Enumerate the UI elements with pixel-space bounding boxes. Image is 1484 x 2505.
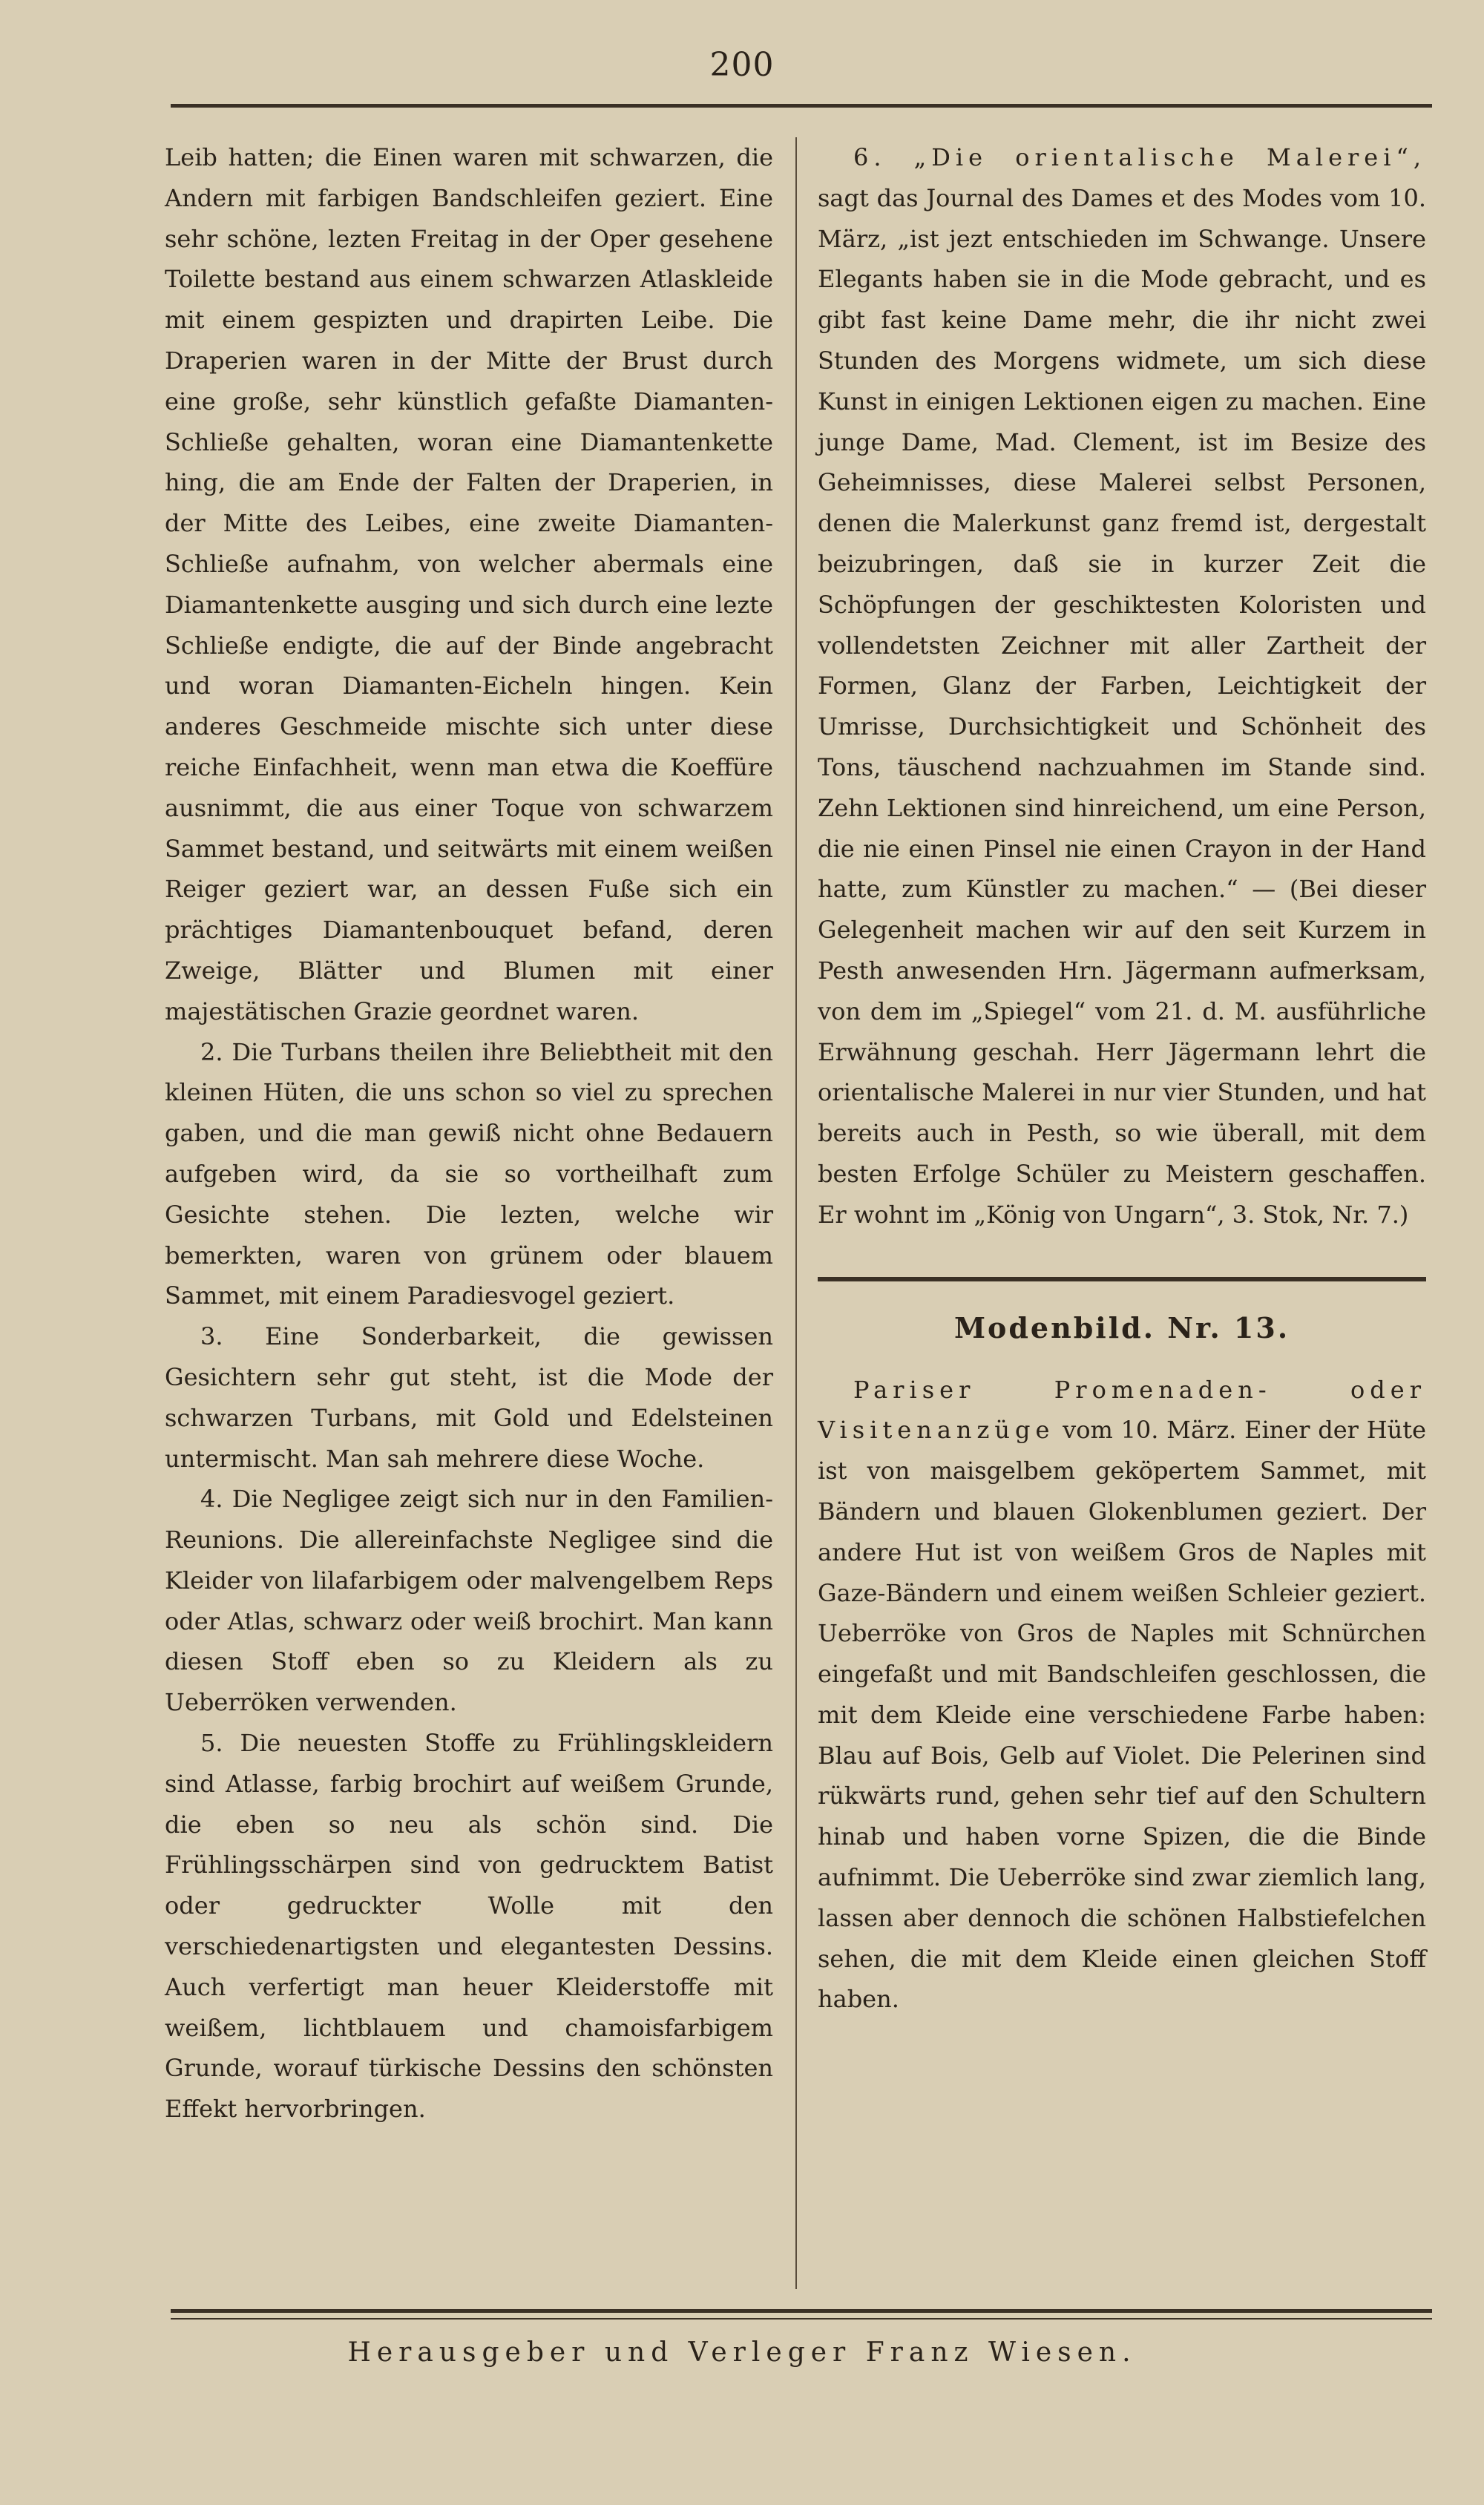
paragraph-item-5-spring-fabrics: 5. Die neuesten Stoffe zu Frühlingskleidern sind Atlasse, farbig brochirt auf weißem Grunde, die eben so neu als schön sind. Die Frühlingsschärpen sind von gedrucktem Batist oder gedruckter Wolle mit den verschiedenartigsten und elegantesten Dessins. Auch verfertigt man heuer Kleiderstoffe mit weißem, lichtblauem und chamoisfarbigem Grunde, worauf türkische Dessins den schönsten Effekt hervorbringen.	[165, 1729, 773, 2124]
left-column	[165, 137, 773, 2130]
paragraph-item-6-oriental-painting	[818, 137, 1426, 1235]
right-column	[818, 137, 1426, 2020]
fashion-plate-text: vom 10. März. Einer der Hüte ist von maisgelbem geköpertem Sammet, mit Bändern und blauen Glokenblumen geziert. Der andere Hut ist von weißem Gros de Naples mit Gaze-Bändern und einem weißen Schleier geziert. Ueberröke von Gros de Naples mit Schnürchen eingefaßt und mit Bandschleifen geschlossen, die mit dem Kleide eine verschiedene Farbe haben: Blau auf Bois, Gelb auf Violet. Die Pelerinen sind rükwärts rund, gehen sehr tief auf den Schultern hinab und haben vorne Spizen, die die Binde aufnimmt. Die Ueberröke sind zwar ziemlich lang, lassen aber dennoch die schönen Halbstiefelchen sehen, die mit dem Kleide einen gleichen Stoff haben.	[818, 1416, 1426, 2014]
footer-rule-thick	[171, 2309, 1432, 2313]
fashion-plate-subheading: Pariser Promenaden- oder Visitenanzüge	[818, 1375, 1426, 1445]
item-6-title: 6. „Die orientalische Malerei“,	[853, 143, 1426, 171]
paragraph-toilette-description: Leib hatten; die Einen waren mit schwarzen, die Andern mit farbigen Bandschleifen geziert. Eine sehr schöne, lezten Freitag in der Oper gesehene Toilette bestand aus einem schwarzen Atlaskleide mit einem gespizten und drapirten Leibe. Die Draperien waren in der Mitte der Brust durch eine große, sehr künstlich gefaßte Diamanten-Schließe gehalten, woran eine Diamantenkette hing, die am Ende der Falten der Draperien, in der Mitte des Leibes, eine zweite Diamanten-Schließe aufnahm, von welcher abermals eine Diamantenkette ausging und sich durch eine lezte Schließe endigte, die auf der Binde angebracht und woran Diamanten-Eicheln hingen. Kein anderes Geschmeide mischte sich unter diese reiche Einfachheit, wenn man etwa die Koeffüre ausnimmt, die aus einer Toque von schwarzem Sammet bestand, und seitwärts mit einem weißen Reiger geziert war, an dessen Fuße sich ein prächtiges Diamantenbouquet befand, deren Zweige, Blätter und Blumen mit einer majestätischen Grazie geordnet waren.	[165, 143, 773, 1025]
paragraph-fashion-plate	[818, 1370, 1426, 2020]
paragraph-item-4-negligee: 4. Die Negligee zeigt sich nur in den Familien-Reunions. Die allereinfachste Negligee sind die Kleider von lilafarbigem oder malvengelbem Reps oder Atlas, schwarz oder weiß brochirt. Man kann diesen Stoff eben so zu Kleidern als zu Ueberröken verwenden.	[165, 1485, 773, 1717]
paragraph-item-2-turbans: 2. Die Turbans theilen ihre Beliebtheit mit den kleinen Hüten, die uns schon so viel zu sprechen gaben, und die man gewiß nicht ohne Bedauern aufgeben wird, da sie so vortheilhaft zum Gesichte stehen. Die lezten, welche wir bemerkten, waren von grünem oder blauem Sammet, mit einem Paradiesvogel geziert.	[165, 1037, 773, 1310]
footer-rule-thin	[171, 2318, 1432, 2319]
column-divider	[795, 137, 797, 2289]
section-rule	[818, 1277, 1426, 1281]
page-number: 200	[709, 46, 775, 84]
item-6-text: sagt das Journal des Dames et des Modes vom 10. März, „ist jezt entschieden im Schwange. Unsere Elegants haben sie in die Mode gebracht, und es gibt fast keine Dame mehr, die ihr nicht zwei Stunden des Morgens widmete, um sich diese Kunst in einigen Lektionen eigen zu machen. Eine junge Dame, Mad. Clement, ist im Besize des Geheimnisses, diese Malerei selbst Personen, denen die Malerkunst ganz fremd ist, dergestalt beizubringen, daß sie in kurzer Zeit die Schöpfungen der geschiktesten Koloristen und vollendetsten Zeichner mit aller Zartheit der Formen, Glanz der Farben, Leichtigkeit der Umrisse, Durchsichtigkeit und Schönheit des Tons, täuschend nachzuahmen im Stande sind. Zehn Lektionen sind hinreichend, um eine Person, die nie einen Pinsel nie einen Crayon in der Hand hatte, zum Künstler zu machen.“ — (Bei dieser Gelegenheit machen wir auf den seit Kurzem in Pesth anwesenden Hrn. Jägermann aufmerksam, von dem im „Spiegel“ vom 21. d. M. ausführliche Erwähnung geschah. Herr Jägermann lehrt die orientalische Malerei in nur vier Stunden, und hat bereits auch in Pesth, so wie überall, mit dem besten Erfolge Schüler zu Meistern geschaffen. Er wohnt im „König von Ungarn“, 3. Stok, Nr. 7.)	[818, 183, 1426, 1229]
paragraph-item-3-black-turbans: 3. Eine Sonderbarkeit, die gewissen Gesichtern sehr gut steht, ist die Mode der schwarzen Turbans, mit Gold und Edelsteinen untermischt. Man sah mehrere diese Woche.	[165, 1322, 773, 1473]
fashion-plate-heading: Modenbild. Nr. 13.	[953, 1310, 1290, 1345]
header-rule	[171, 104, 1432, 108]
publisher-imprint: Herausgeber und Verleger Franz Wiesen.	[347, 2337, 1137, 2368]
